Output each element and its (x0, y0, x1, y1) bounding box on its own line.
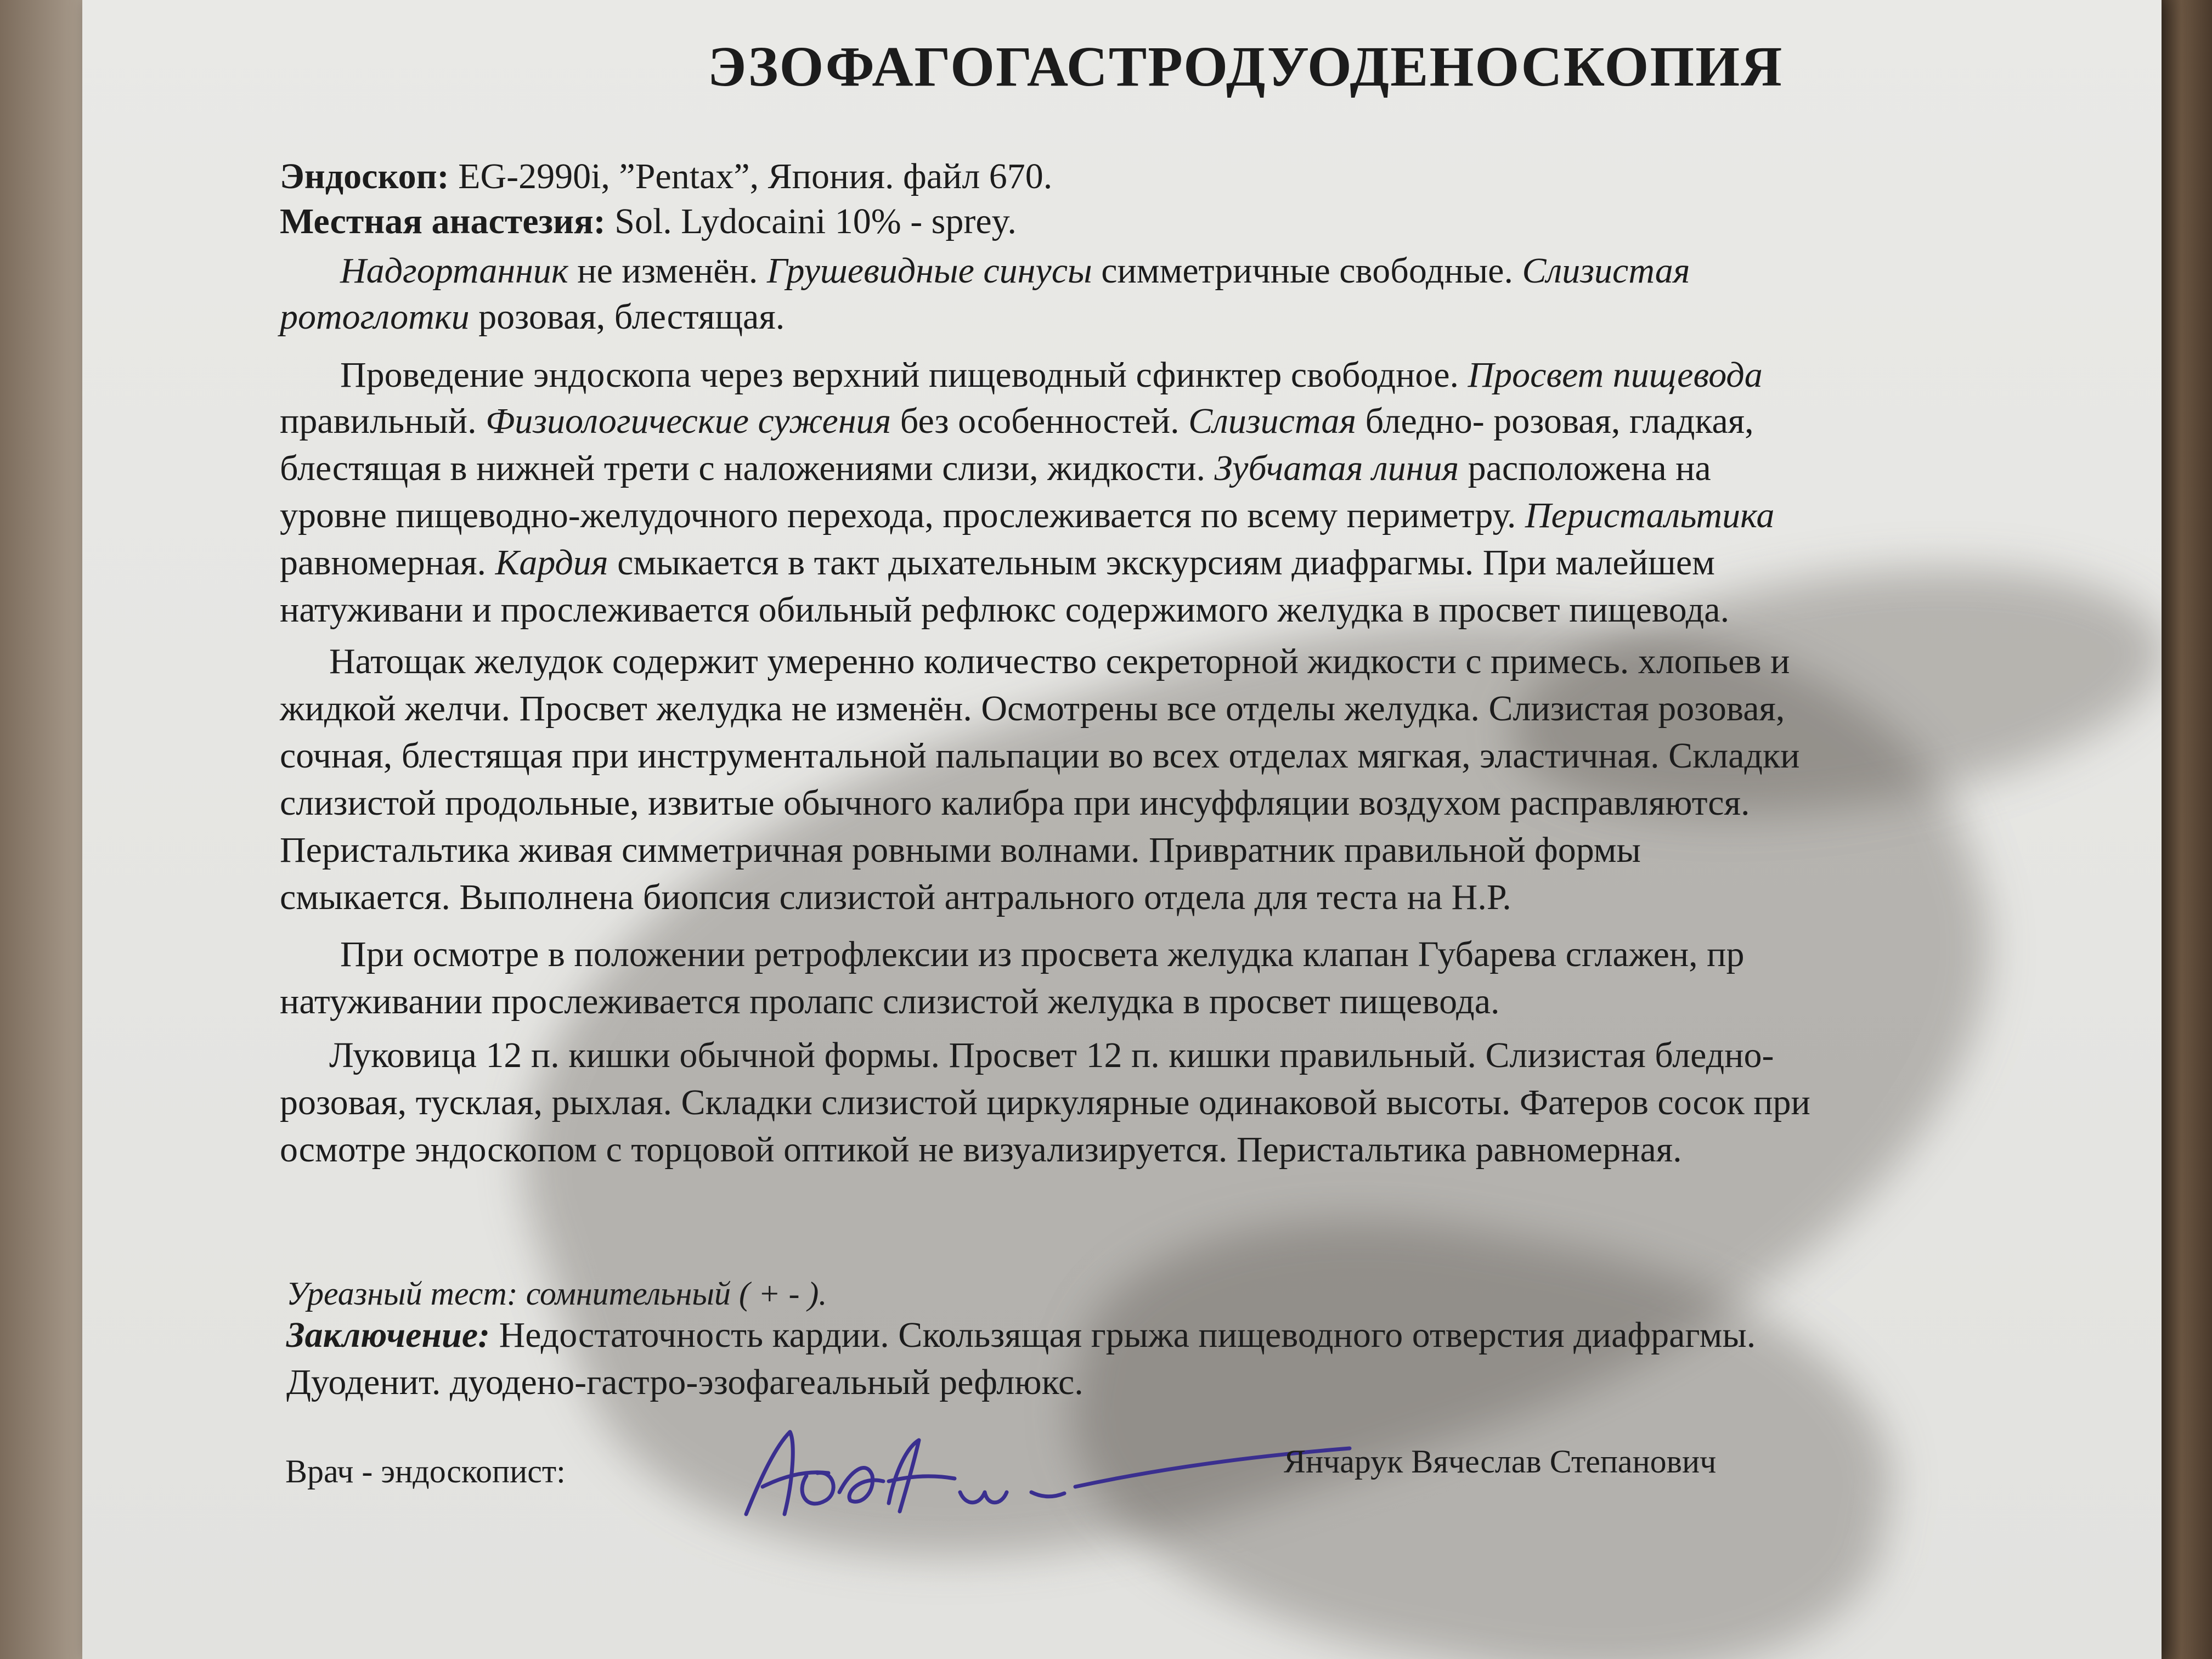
paragraph-1-line-2 (280, 296, 785, 338)
doctor-name: Янчарук Вячеслав Степанович (1284, 1443, 1717, 1480)
paragraph-1-line-1 (340, 250, 1690, 292)
paragraph-2-line-4 (280, 495, 1774, 537)
paragraph-3-line-4: слизистой продольные, извитые обычного калибра при инсуффляции воздухом расправляются. (280, 783, 1750, 823)
paragraph-2-line-1 (340, 354, 1763, 396)
paragraph-3-line-3: сочная, блестящая при инструментальной пальпации во всех отделах мягкая, эластичная. Складки (280, 736, 1800, 776)
endoscope-value: EG-2990i, ”Pentax”, Япония. файл 670. (449, 156, 1053, 196)
term: Просвет пищевода (1468, 355, 1763, 395)
endoscope-label: Эндоскоп: (280, 156, 449, 196)
paragraph-2-line-5 (280, 542, 1715, 584)
text: правильный. (280, 401, 486, 441)
term: Слизистая (1522, 251, 1690, 291)
wooden-surface (2156, 0, 2212, 1659)
term: Слизистая (1188, 401, 1357, 441)
urease-test (286, 1273, 827, 1314)
endoscope-line (280, 156, 1052, 198)
paragraph-3-line-2: жидкой желчи. Просвет желудка не изменён. Осмотрены все отделы желудка. Слизистая розовая, (280, 689, 1785, 729)
paragraph-3-line-5: Перистальтика живая симметричная ровными волнами. Привратник правильной формы (280, 830, 1641, 870)
text: без особенностей. (891, 401, 1189, 441)
paragraph-5-line-2: розовая, тусклая, рыхлая. Складки слизистой циркулярные одинаковой высоты. Фатеров сосок при (280, 1082, 1810, 1122)
paragraph-5-line-3: осмотре эндоскопом с торцовой оптикой не визуализируется. Перистальтика равномерная. (280, 1130, 1682, 1170)
term: ротоглотки (280, 297, 470, 337)
report-content (280, 0, 2118, 1659)
text: Проведение эндоскопа через верхний пищеводный сфинктер свободное. (340, 355, 1468, 395)
doctor-label: Врач - эндоскопист: (285, 1453, 566, 1489)
text: не изменён. (568, 251, 767, 291)
paragraph-2-line-6: натуживани и прослеживается обильный рефлюкс содержимого желудка в просвет пищевода. (280, 590, 1730, 630)
term: Зубчатая линия (1214, 448, 1459, 488)
text: смыкается в такт дыхательным экскурсиям диафрагмы. При малейшем (608, 543, 1715, 583)
paragraph-3-line-6: смыкается. Выполнена биопсия слизистой антрального отдела для теста на Н.Р. (280, 877, 1511, 917)
paragraph-4-line-2: натуживании прослеживается пролапс слизистой желудка в просвет пищевода. (280, 981, 1500, 1022)
term: Надгортанник (340, 251, 568, 291)
text: уровне пищеводно-желудочного перехода, прослеживается по всему периметру. (280, 495, 1525, 535)
paragraph-3-line-1: Натощак желудок содержит умеренно количество секреторной жидкости с примесь. хлопьев и (329, 641, 1790, 681)
text: симметричные свободные. (1092, 251, 1522, 291)
text: розовая, блестящая. (469, 297, 785, 337)
term: Перистальтика (1525, 495, 1775, 535)
text: бледно- розовая, гладкая, (1356, 401, 1754, 441)
anesthesia-label: Местная анастезия: (280, 201, 606, 241)
conclusion-line-1 (286, 1314, 1756, 1356)
conclusion-line-2: Дуоденит. дуодено-гастро-эзофагеальный рефлюкс. (286, 1362, 1084, 1402)
text: равномерная. (280, 543, 495, 583)
paragraph-5-line-1: Луковица 12 п. кишки обычной формы. Просвет 12 п. кишки правильный. Слизистая бледно- (329, 1035, 1774, 1075)
term: Физиологические сужения (486, 401, 891, 441)
term: Кардия (495, 543, 608, 583)
urease-test-text: Уреазный тест: сомнительный ( + - ). (286, 1276, 827, 1312)
anesthesia-line (280, 201, 1017, 242)
text: расположена на (1459, 448, 1711, 488)
conclusion-text: Недостаточность кардии. Скользящая грыжа пищеводного отверстия диафрагмы. (490, 1315, 1756, 1355)
paragraph-2-line-2 (280, 400, 1754, 442)
table-background (0, 0, 82, 1659)
paragraph-4-line-1: При осмотре в положении ретрофлексии из просвета желудка клапан Губарева сглажен, пр (340, 934, 1745, 974)
term: Грушевидные синусы (766, 251, 1092, 291)
conclusion-label: Заключение: (286, 1315, 490, 1355)
anesthesia-value: Sol. Lydocaini 10% - sprey. (605, 201, 1017, 241)
text: блестящая в нижней трети с наложениями слизи, жидкости. (280, 448, 1215, 488)
paragraph-2-line-3 (280, 448, 1711, 489)
report-title: ЭЗОФАГОГАСТРОДУОДЕНОСКОПИЯ (707, 35, 1784, 98)
